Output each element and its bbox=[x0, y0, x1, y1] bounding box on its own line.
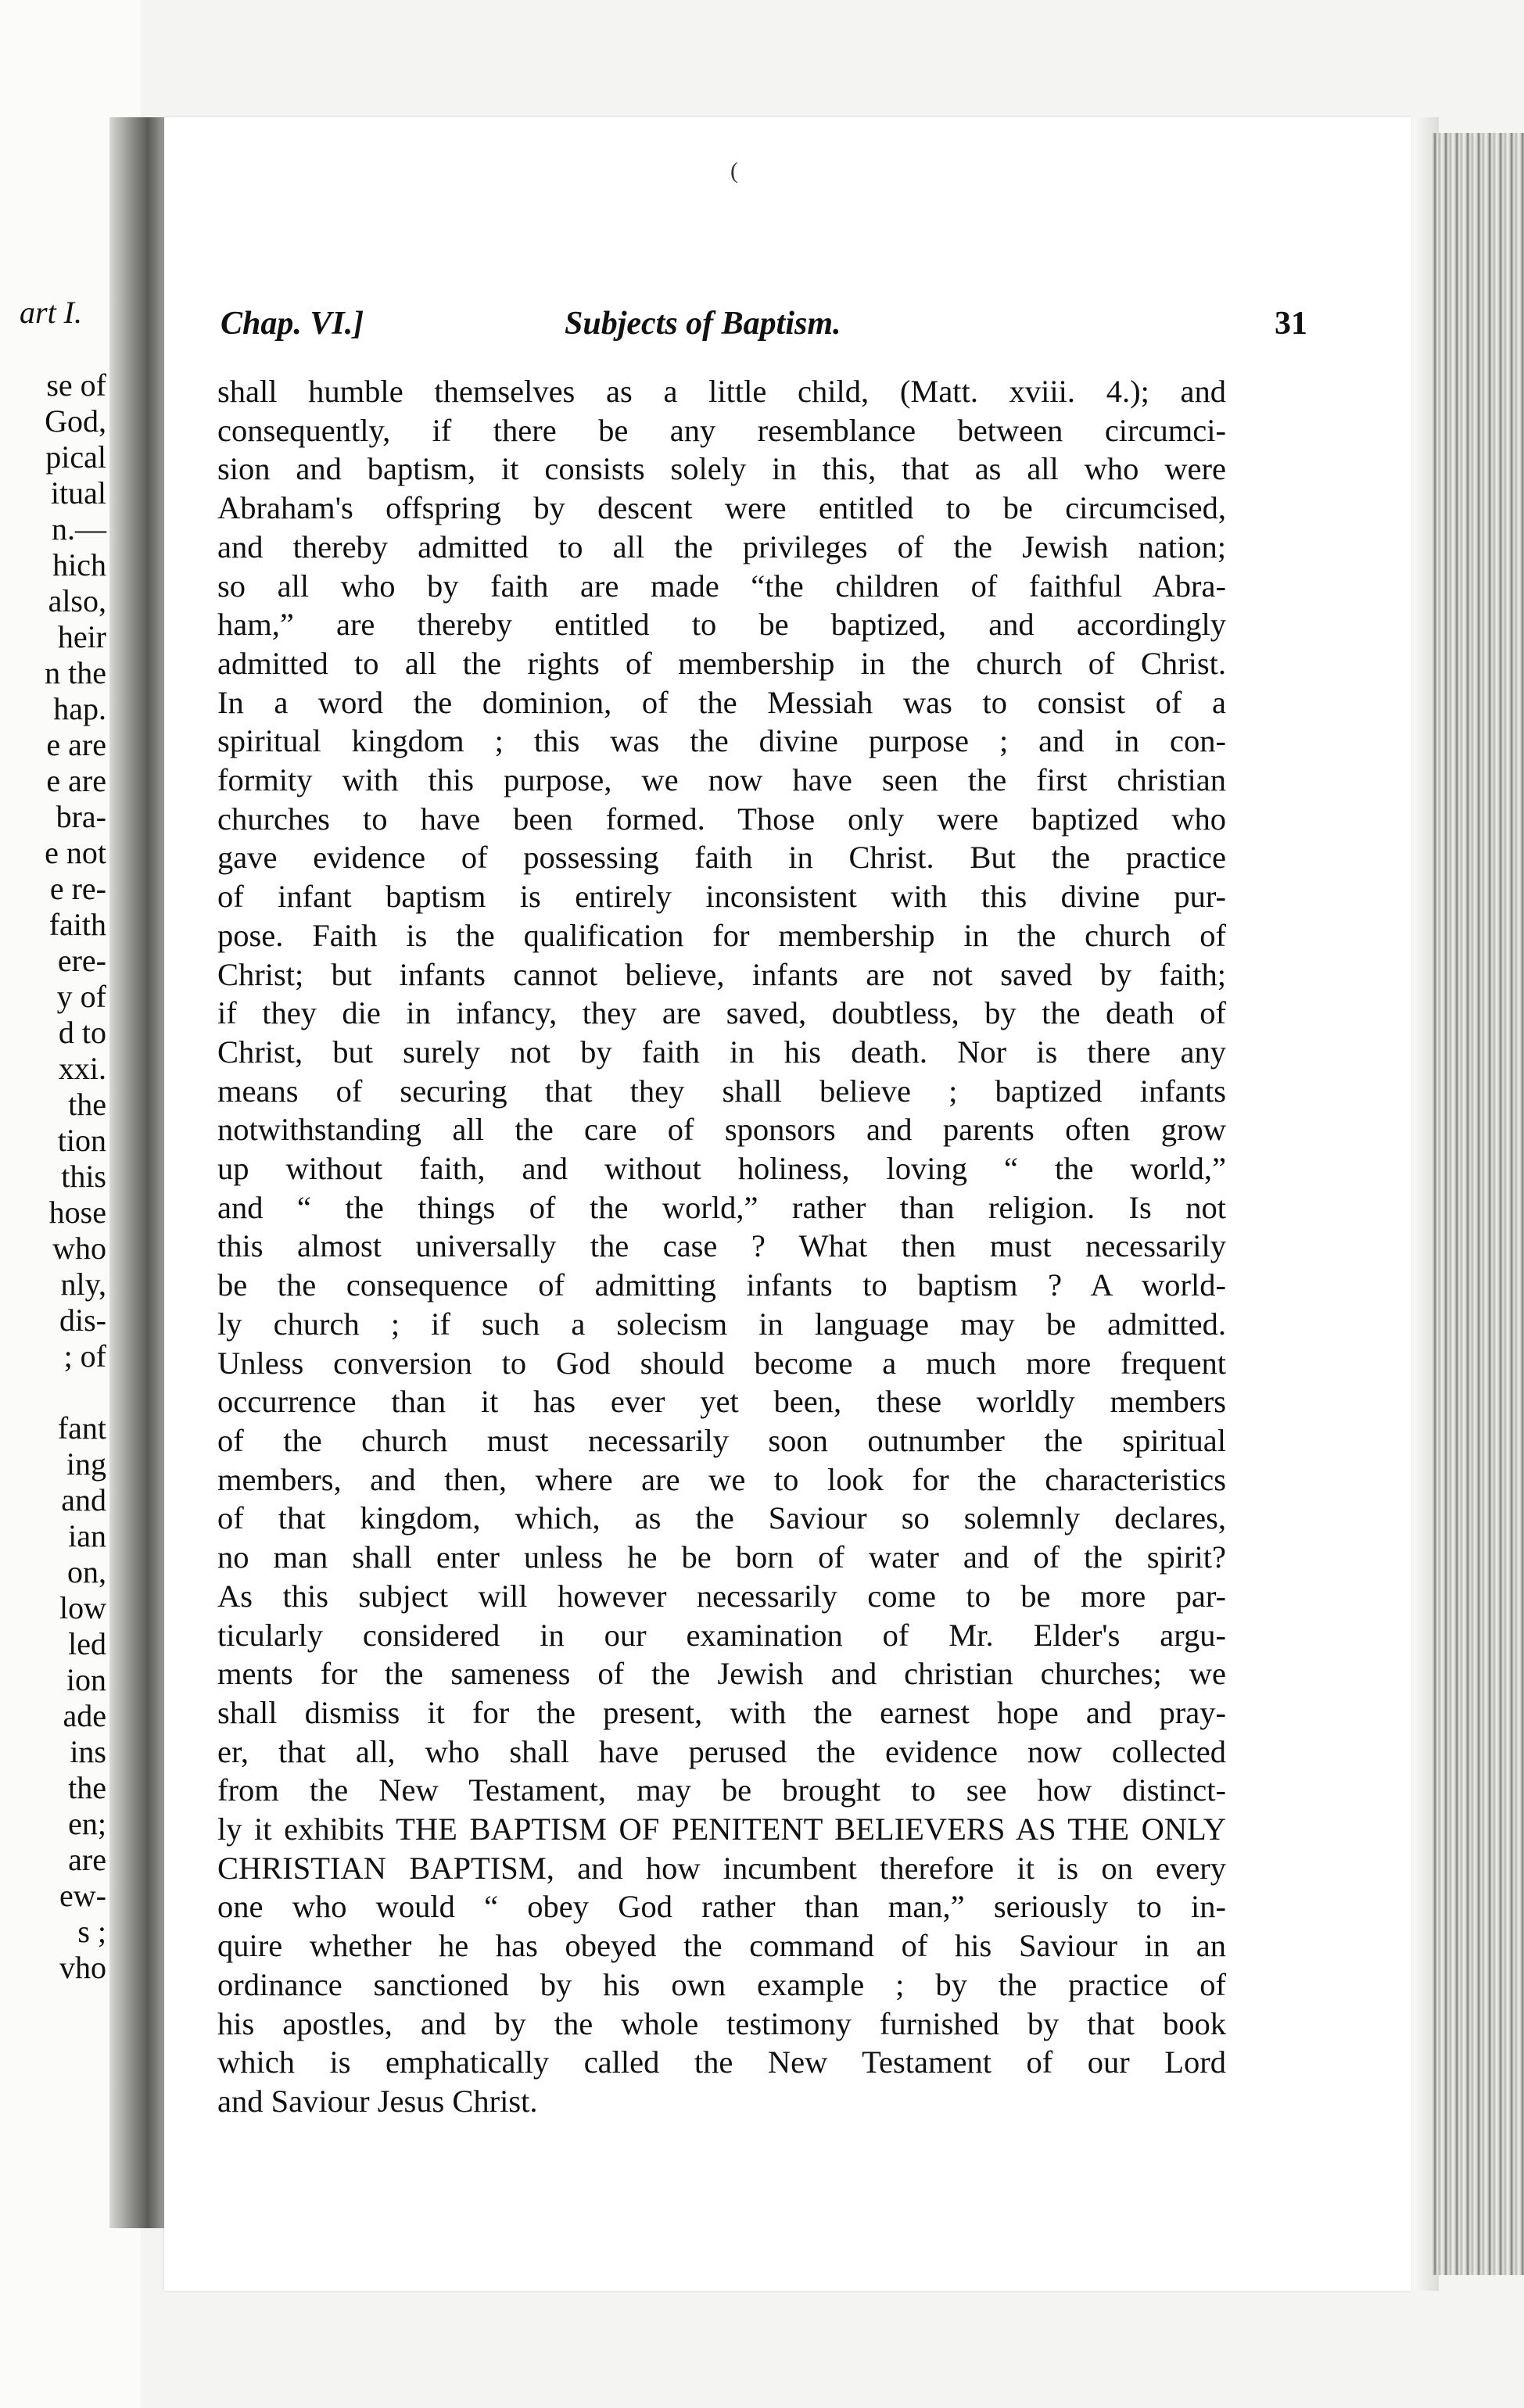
facing-page-line: e re- bbox=[49, 871, 106, 906]
facing-page-line: n.— bbox=[52, 511, 106, 546]
gutter-shadow bbox=[109, 117, 164, 2228]
facing-page-line: on, bbox=[67, 1554, 106, 1589]
text-line: ticularly considered in our examination of Mr. Elder's argu- bbox=[217, 1617, 1226, 1653]
running-head bbox=[221, 305, 1307, 349]
text-line: members, and then, where are we to look for the characteristics bbox=[217, 1461, 1226, 1497]
facing-page-line: y of bbox=[56, 979, 106, 1014]
text-line: ly church ; if such a solecism in language may be admitted. bbox=[217, 1306, 1226, 1342]
facing-page-line: led bbox=[68, 1626, 106, 1661]
book-page bbox=[164, 117, 1411, 2291]
page-number: 31 bbox=[1275, 306, 1307, 342]
facing-page-line: heir bbox=[57, 619, 106, 654]
facing-page-line: se of bbox=[46, 367, 106, 403]
text-line: so all who by faith are made “the children of faithful Abra- bbox=[217, 568, 1226, 604]
facing-page-line: en; bbox=[68, 1806, 106, 1841]
facing-page-line: d to bbox=[58, 1015, 106, 1050]
text-line: Abraham's offspring by descent were entitled to be circumcised, bbox=[217, 490, 1226, 526]
text-line: occurrence than it has ever yet been, these worldly members bbox=[217, 1384, 1226, 1420]
chapter-label: Chap. VI.] bbox=[221, 306, 364, 342]
text-line: Christ; but infants cannot believe, infants are not saved by faith; bbox=[217, 956, 1226, 992]
text-line: consequently, if there be any resemblance between circumci- bbox=[217, 412, 1226, 448]
facing-page-line: vho bbox=[59, 1950, 106, 1985]
facing-page-line: ere- bbox=[57, 943, 106, 978]
facing-page-running-head: art I. bbox=[20, 295, 82, 330]
body-text bbox=[217, 372, 1226, 2121]
text-line: of the church must necessarily soon outnumber the spiritual bbox=[217, 1422, 1226, 1458]
facing-page-line: also, bbox=[48, 583, 106, 618]
facing-page-line: s ; bbox=[77, 1914, 106, 1949]
facing-page-line: tion bbox=[57, 1123, 106, 1158]
text-line: which is emphatically called the New Testament of our Lord bbox=[217, 2044, 1226, 2080]
top-mark: ( bbox=[730, 158, 738, 184]
facing-page-line: ew- bbox=[59, 1878, 106, 1913]
text-line: his apostles, and by the whole testimony furnished by that book bbox=[217, 2005, 1226, 2041]
facing-page-line: e are bbox=[46, 763, 106, 798]
text-line: and “ the things of the world,” rather than religion. Is not bbox=[217, 1189, 1226, 1225]
text-line: In a word the dominion, of the Messiah was to consist of a bbox=[217, 684, 1226, 720]
text-line: Christ, but surely not by faith in his death. Nor is there any bbox=[217, 1034, 1226, 1070]
text-line: of that kingdom, which, as the Saviour so solemnly declares, bbox=[217, 1500, 1226, 1536]
text-line: CHRISTIAN BAPTISM, and how incumbent therefore it is on every bbox=[217, 1850, 1226, 1886]
facing-page-line: e not bbox=[45, 835, 106, 870]
text-line: if they die in infancy, they are saved, doubtless, by the death of bbox=[217, 995, 1226, 1031]
facing-page-line: faith bbox=[48, 907, 106, 942]
text-line: er, that all, who shall have perused the evidence now collected bbox=[217, 1733, 1226, 1769]
text-line: from the New Testament, may be brought to see how distinct- bbox=[217, 1772, 1226, 1808]
facing-page-line bbox=[0, 1374, 106, 1410]
text-line: up without faith, and without holiness, loving “ the world,” bbox=[217, 1151, 1226, 1187]
book-block-edge bbox=[1431, 133, 1524, 2275]
text-line: ham,” are thereby entitled to be baptized, and accordingly bbox=[217, 607, 1226, 643]
facing-page-line: e are bbox=[46, 727, 106, 762]
facing-page-line: who bbox=[52, 1231, 106, 1266]
facing-page-line: ing bbox=[66, 1446, 106, 1482]
text-line: spiritual kingdom ; this was the divine purpose ; and in con- bbox=[217, 723, 1226, 759]
text-line: Unless conversion to God should become a much more frequent bbox=[217, 1345, 1226, 1381]
facing-page-line: xxi. bbox=[58, 1051, 106, 1086]
text-line: ordinance sanctioned by his own example ; by the practice of bbox=[217, 1966, 1226, 2002]
section-title: Subjects of Baptism. bbox=[565, 306, 841, 342]
facing-page-line: bra- bbox=[56, 799, 106, 834]
facing-page-line: ion bbox=[66, 1662, 106, 1697]
text-line: gave evidence of possessing faith in Christ. But the practice bbox=[217, 840, 1226, 876]
facing-page-line: n the bbox=[45, 655, 106, 690]
text-line: formity with this purpose, we now have seen the first christian bbox=[217, 762, 1226, 798]
facing-page-line: hap. bbox=[53, 691, 106, 726]
facing-page-line: low bbox=[59, 1590, 106, 1625]
facing-page-line: pical bbox=[45, 439, 106, 475]
facing-page-line: the bbox=[68, 1770, 106, 1805]
facing-page-line: nly, bbox=[60, 1267, 106, 1302]
text-line: of infant baptism is entirely inconsistent with this divine pur- bbox=[217, 879, 1226, 915]
facing-page-line: the bbox=[68, 1087, 106, 1122]
text-line: means of securing that they shall believe ; baptized infants bbox=[217, 1073, 1226, 1109]
text-line: As this subject will however necessarily come to be more par- bbox=[217, 1578, 1226, 1614]
facing-page-line: God, bbox=[45, 403, 106, 439]
text-line: churches to have been formed. Those only were baptized who bbox=[217, 801, 1226, 837]
text-line: no man shall enter unless he be born of water and of the spirit? bbox=[217, 1539, 1226, 1575]
facing-page-line: ; of bbox=[63, 1338, 106, 1374]
text-line: ly it exhibits THE BAPTISM OF PENITENT BELIEVERS AS THE ONLY bbox=[217, 1811, 1226, 1847]
facing-page-line: ian bbox=[68, 1518, 106, 1553]
text-line: and thereby admitted to all the privileges of the Jewish nation; bbox=[217, 529, 1226, 564]
text-line: shall humble themselves as a little child, (Matt. xviii. 4.); and bbox=[217, 374, 1226, 409]
text-line: ments for the sameness of the Jewish and christian churches; we bbox=[217, 1656, 1226, 1692]
facing-page-line: are bbox=[68, 1842, 106, 1877]
text-line: pose. Faith is the qualification for membership in the church of bbox=[217, 917, 1226, 953]
facing-page-line: hich bbox=[52, 547, 106, 582]
text-line: this almost universally the case ? What then must necessarily bbox=[217, 1228, 1226, 1264]
text-line: sion and baptism, it consists solely in this, that as all who were bbox=[217, 451, 1226, 487]
facing-page-line: dis- bbox=[59, 1303, 106, 1338]
facing-page-text bbox=[0, 367, 106, 1986]
facing-page-line: itual bbox=[50, 475, 106, 511]
text-line: shall dismiss it for the present, with the earnest hope and pray- bbox=[217, 1694, 1226, 1730]
facing-page-line: fant bbox=[57, 1410, 106, 1446]
text-line: one who would “ obey God rather than man,” seriously to in- bbox=[217, 1889, 1226, 1925]
text-line: admitted to all the rights of membership in the church of Christ. bbox=[217, 645, 1226, 681]
facing-page-line: ade bbox=[63, 1698, 106, 1733]
text-line: quire whether he has obeyed the command of his Saviour in an bbox=[217, 1928, 1226, 1964]
facing-page-line: ins bbox=[70, 1734, 106, 1769]
text-line: and Saviour Jesus Christ. bbox=[217, 2083, 538, 2119]
facing-page-line: this bbox=[61, 1159, 106, 1194]
text-line: notwithstanding all the care of sponsors and parents often grow bbox=[217, 1112, 1226, 1148]
facing-page-line: hose bbox=[48, 1195, 106, 1230]
text-line: be the consequence of admitting infants to baptism ? A world- bbox=[217, 1267, 1226, 1303]
facing-page-line: and bbox=[61, 1482, 106, 1518]
